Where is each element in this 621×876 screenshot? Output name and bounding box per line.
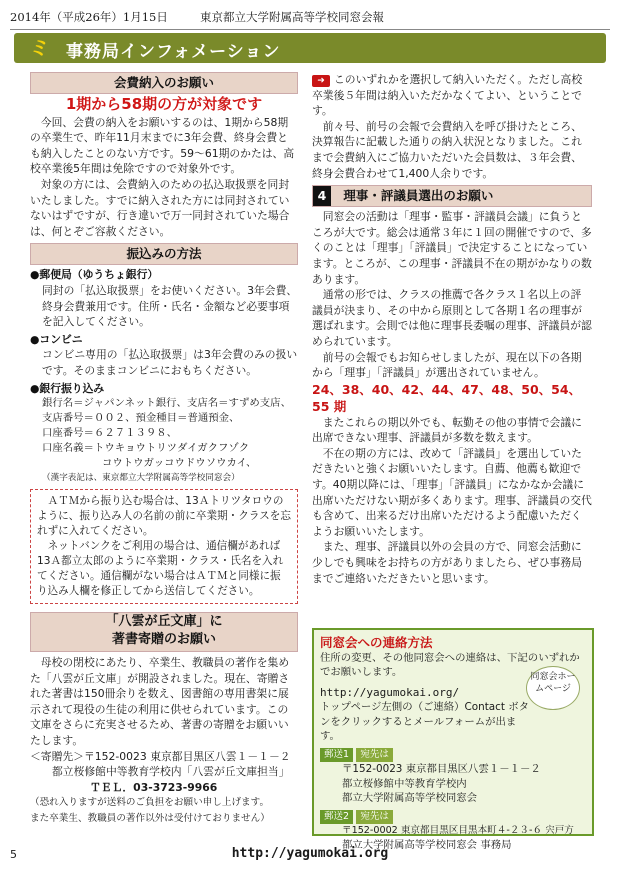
section-4-title	[312, 185, 592, 207]
bank-title: ●銀行振り込み	[30, 381, 105, 395]
continued-paragraph-2: 前々号、前号の会報で会費納入を呼び掛けたところ、決算報告に記載した通りの納入状況となりました。これまで会費納入にご協力いただいた会員数は、３年会費、終身会費合わせて1,400人余りです。	[312, 119, 582, 180]
homepage-badge: 同窓会ホームページ	[526, 666, 580, 710]
section-banner	[14, 33, 606, 63]
logo-mark: ミ	[28, 36, 48, 60]
conv-title: ●コンビニ	[30, 332, 83, 346]
mail-2-tag: 郵送2	[320, 810, 353, 824]
post-title: ●郵便局（ゆうちょ銀行）	[30, 268, 159, 282]
sec4-paragraph-5: 不在の期の方には、改めて「評議員」を選出していただきたいと強くお願いいたします。自薦、他薦も歓迎です。40期以降には、「理事」「評議員」になかなか会議に出席いただけない期が多くあります。理事、評議員の交代も含めて、出来るだけ出席いただけるよう配慮いただくようお願いいたします。	[312, 446, 592, 538]
contact-url[interactable]: http://yagumokai.org/	[320, 685, 460, 699]
post-text: 同封の「払込取扱票」をお使いください。3年会費、終身会費兼用です。住所・氏名・金額など必要事項を記入してください。	[42, 283, 298, 329]
book-title	[30, 612, 298, 652]
mail-2-label: 宛先は	[356, 810, 393, 824]
mail-1-tag: 郵送1	[320, 748, 353, 762]
conv-text: コンビニ専用の「払込取扱票」は3年会費のみの扱いです。そのままコンビニにおもちください。	[42, 348, 298, 377]
bank-line: 口座番号＝６２７１３９８、	[42, 427, 178, 440]
contact-box	[312, 628, 594, 852]
section-number: 4	[313, 186, 331, 206]
mail-1-label: 宛先は	[356, 748, 393, 762]
dues-target: 1期から58期の方が対象です	[65, 95, 263, 113]
issue-date: 2014年（平成26年）1月15日	[10, 10, 168, 24]
mail-1-line: 都立桜修館中等教育学校内	[342, 777, 467, 790]
sec4-paragraph-1: 同窓会の活動は「理事・監事・評議員会議」に負うところが大です。総会は通常３年に１回の開催ですので、多くのことは「理事」「評議員」で決定することになっています。ところが、この理事・評議員不在の期がかなりの数あります。	[312, 210, 592, 286]
contact-title: 同窓会への連絡方法	[320, 635, 433, 650]
bank-line: コウトウガッコウドウソウカイ、	[102, 457, 257, 470]
mail-1-header	[320, 747, 586, 762]
footer-url[interactable]: http://yagumokai.org	[231, 846, 389, 861]
bank-line: 支店番号＝００２、預金種目＝普通預金、	[42, 412, 240, 425]
book-title-line-1: 「八雲が丘文庫」に	[105, 614, 223, 630]
book-address-1: ＜寄贈先＞〒152-0023 東京都目黒区八雲１－１－２	[30, 749, 291, 763]
mail-2-line: 都立大学附属高等学校同窓会 事務局	[342, 839, 512, 852]
dues-paragraph-2: 対象の方には、会費納入のための払込取扱票を同封いたしました。すでに納入された方には同封されていないはずですが、行き違いで万一同封されていた場合は、何とぞご容赦ください。	[30, 177, 290, 238]
dues-title: 会費納入のお願い	[30, 72, 298, 94]
continued-text: このいずれかを選択して納入いただく。ただし高校卒業後５年間は納入いただかなくてよい、ということです。	[312, 73, 583, 118]
mail-2-header	[320, 809, 586, 824]
atm-paragraph-2: ネットバンクをご利用の場合は、通信欄があれば13Ａ都立太郎のように卒業期・クラス・氏名を入れてください。通信欄がない場合はＡＴＭと同様に振り込み人欄を修正してから送信してください。	[37, 540, 284, 598]
book-note-2: また卒業生、教職員の著作以外は受付けておりません）	[30, 813, 270, 825]
web-note: トップページ左側の（ご連絡）Contact ボタンをクリックするとメールフォームが出ます。	[320, 701, 530, 743]
book-title-line-2: 著書寄贈のお願い	[111, 632, 216, 648]
bank-line: （漢字表記は、東京都立大学附属高等学校同窓会）	[42, 473, 240, 484]
newsletter-title: 東京都立大学附属高等学校同窓会報	[200, 10, 384, 24]
mail-2-line: 〒152-0002 東京都目黒区目黒本町４-２３-６ 宍戸方	[342, 824, 574, 836]
mail-1-line: 〒152-0023 東京都目黒区八雲１－１－２	[342, 763, 541, 776]
sec4-paragraph-4: またこれらの期以外でも、転勤その他の事情で会議に出席できない理事、評議員が多数を数えます。	[312, 415, 582, 445]
book-note-1: （恐れ入りますが送料のご負担をお願い申し上げます。	[30, 797, 270, 809]
bank-line: 銀行名＝ジャパンネット銀行、支店名＝すずめ支店、	[42, 397, 291, 410]
book-paragraph: 母校の閉校にあたり、卒業生、教職員の著作を集めた「八雲が丘文庫」が開設されました。現在、寄贈された著書は150冊余りを数え、図書館の専用書架に展示されて現役の生徒の利用に供せられています。この文庫をさらに充実させるため、著書の寄贈をお願いいたします。	[30, 656, 290, 748]
method-title: 振込みの方法	[30, 243, 298, 265]
right-column	[312, 72, 592, 586]
page-number: 5	[10, 848, 17, 861]
arrow-icon: ➜	[312, 75, 330, 87]
page-header	[10, 3, 610, 30]
page-footer	[10, 844, 610, 866]
bank-details	[30, 396, 298, 486]
bank-line: 口座名義＝トウキョウトリツダイガクフゾク	[42, 442, 250, 455]
mail-1-line: 都立大学附属高等学校同窓会	[342, 792, 478, 805]
missing-periods: 24、38、40、42、44、47、48、50、54、55 期	[312, 381, 582, 414]
atm-note-box	[30, 489, 298, 604]
book-address-2: 都立桜修館中等教育学校内「八雲が丘文庫担当」	[52, 765, 290, 779]
contact-intro: 住所の変更、その他同窓会への連絡は、下記のいずれかでお願いします。	[320, 652, 580, 679]
book-tel: ＴＥＬ．03-3723-9966	[90, 780, 218, 794]
banner-title: 事務局インフォメーション	[66, 42, 281, 62]
sec4-paragraph-2: 通常の形では、クラスの推薦で各クラス１名以上の評議員が決まり、その中から原則として各期１名の理事が選ばれます。会則では他に理事長委嘱の理事、評議員が認められています。	[312, 288, 592, 348]
dues-paragraph-1: 今回、会費の納入をお願いするのは、1期から58期の卒業生で、昨年11月末までに3年会費、終身会費とも納入したことのない方です。59～61期のかたは、高校卒業後5年間は免除ですので対象外です。	[30, 115, 295, 176]
atm-paragraph-1: ＡＴＭから振り込む場合は、13Ａトリツタロウのように、振り込み人の名前の前に卒業期・クラスを忘れずに入れてください。	[37, 495, 291, 538]
section-4-heading: 理事・評議員選出のお願い	[343, 188, 494, 204]
continued-paragraph-1	[312, 72, 592, 119]
sec4-paragraph-6: また、理事、評議員以外の会員の方で、同窓会活動に少しでも興味をお持ちの方がありましたら、ぜひ事務局までご連絡いただきたいと思います。	[312, 540, 582, 585]
sec4-paragraph-3: 前号の会報でもお知らせしましたが、現在以下の各期から「理事」「評議員」が選出されていません。	[312, 350, 582, 380]
left-column	[30, 72, 298, 827]
